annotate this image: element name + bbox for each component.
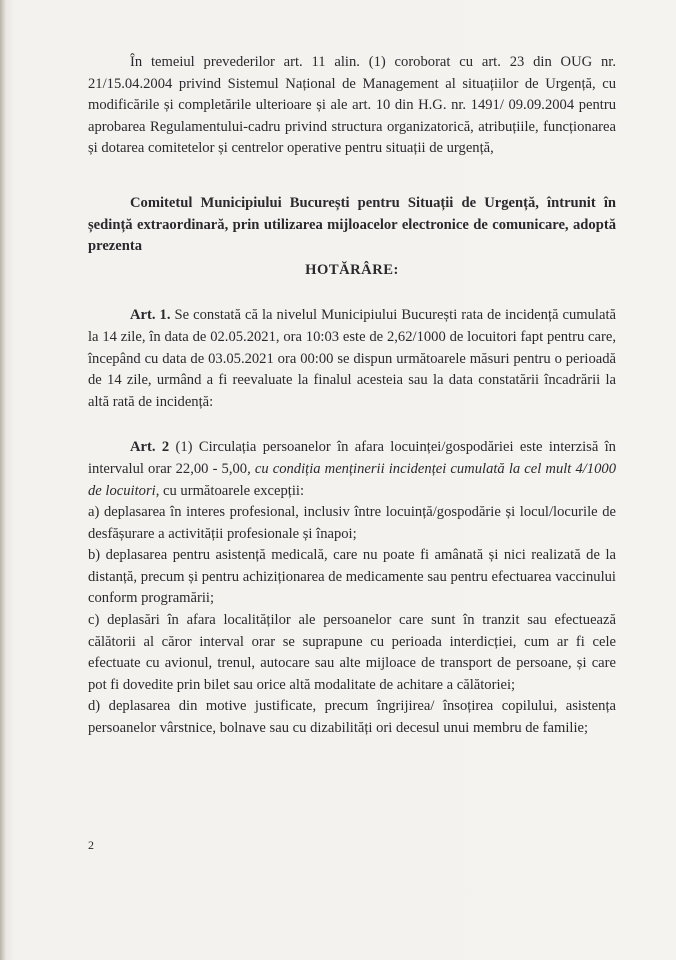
preamble-paragraph: În temeiul prevederilor art. 11 alin. (1) coroborat cu art. 23 din OUG nr. 21/15.04.2004 privind Sistemul Național de Management al situațiilor de Urgență, cu modificările și completările ulterioare și ale art. 10 din H.G. nr. 1491/ 09.09.2004 pentru aprobarea Regulamentului-cadru privind structura organizatorică, atribuțiile, funcționarea și dotarea comitetelor și centrelor operative pentru situații de urgență, — [88, 54, 616, 157]
article-2-item-a: a) deplasarea în interes profesional, inclusiv între locuință/gospodărie și locul/locurile de desfășurare a activității profesionale și înapoi; — [88, 504, 616, 542]
article-2-item-c: c) deplasări în afara localităților ale persoanelor care sunt în tranzit sau efectuează călătorii al căror interval orar se suprapune cu perioada interdicției, cum ar fi cele efectuate cu avionul, trenul, autocare sau alte mijloace de transport de persoane, și care pot fi dovedite prin bilet sau orice altă modalitate de achitare a călătoriei; — [88, 612, 616, 693]
article-2-item-d: d) deplasarea din motive justificate, precum îngrijirea/ însoțirea copilului, asistența persoanelor vârstnice, bolnave sau cu dizabilități ori decesul unui membru de familie; — [88, 698, 616, 737]
article-2-text-after: , cu următoarele excepții: — [155, 482, 304, 499]
committee-paragraph: Comitetul Municipiului București pentru Situații de Urgență, întrunit în ședință extraordinară, prin utilizarea mijloacelor electronice de comunicare, adoptă prezenta — [88, 194, 616, 255]
decision-heading: HOTĂRÂRE: — [305, 261, 399, 278]
document-body — [88, 52, 616, 740]
article-1-text: Se constată că la nivelul Municipiului București rata de incidență cumulată la 14 zile, în data de 02.05.2021, ora 10:03 este de 2,62/1000 de locuitori fapt pentru care, începând cu data de 03.05.2021 ora 00:00 se dispun următoarele măsuri pentru o perioadă de 14 zile, urmând a fi reevaluate la finalul acesteia sau la data constatării încadrării la altă rată de incidență: — [88, 307, 616, 410]
page-number: 2 — [88, 838, 94, 852]
article-1-label: Art. 1. — [130, 307, 171, 324]
article-2-text-before: (1) Circulația persoanelor în afara locuinței/gospodăriei este interzisă în intervalul orar 22,00 - 5,00, — [88, 439, 616, 477]
article-2-intro — [88, 437, 616, 502]
article-1 — [88, 305, 616, 413]
article-2-item-b: b) deplasarea pentru asistență medicală, care nu poate fi amânată și nici realizată de la distanță, precum și pentru achiziționarea de medicamente sau pentru efectuarea vaccinului conform programării; — [88, 547, 616, 607]
article-2-condition: cu condiția menținerii incidenței cumulată la cel mult 4/1000 de locuitori — [88, 460, 616, 499]
article-2-label: Art. 2 — [130, 439, 170, 456]
